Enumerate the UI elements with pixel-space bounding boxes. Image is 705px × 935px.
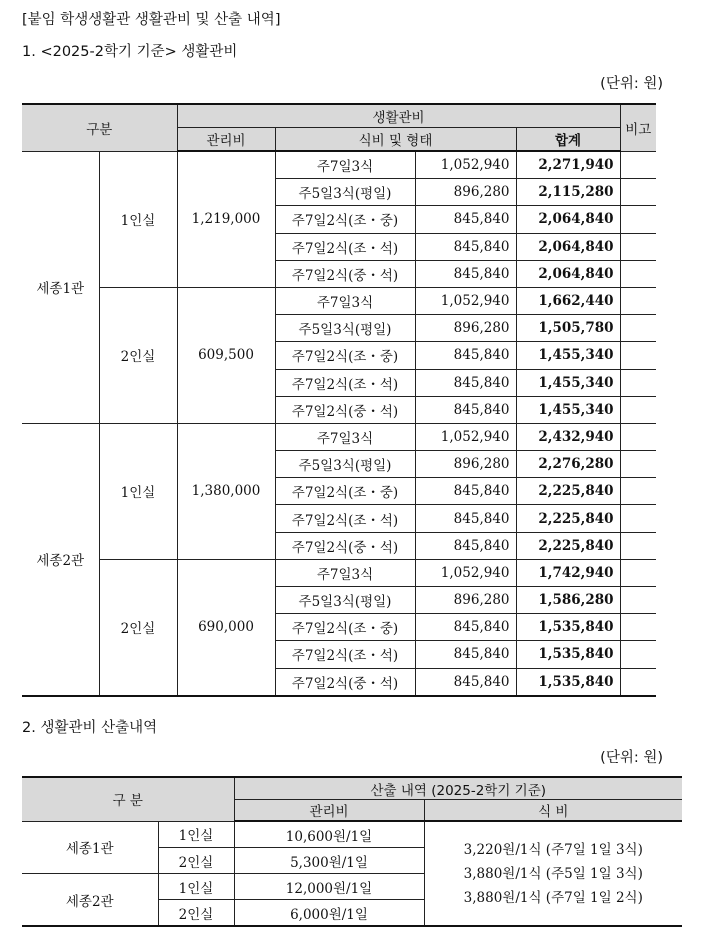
meal-cost: 1,052,940	[415, 151, 516, 179]
total-cost: 1,455,340	[516, 369, 620, 396]
fee-row	[22, 151, 656, 179]
meal-plan: 주7일2식(중・석)	[275, 260, 415, 287]
calc-room: 1인실	[158, 874, 234, 900]
remark-cell	[620, 315, 656, 342]
unit-label-1: (단위: 원)	[600, 76, 663, 92]
meal-plan: 주5일3식(평일)	[275, 451, 415, 478]
unit-label-2: (단위: 원)	[600, 750, 663, 766]
meal-cost: 845,840	[415, 505, 516, 532]
meal-cost: 896,280	[415, 179, 516, 206]
meal-cost: 845,840	[415, 206, 516, 233]
calc-mgmt-fee: 10,600원/1일	[234, 821, 424, 848]
calc-meal-line: 3,880원/1식 (주5일 1일 3식)	[463, 865, 643, 882]
remark-cell	[620, 532, 656, 559]
meal-plan: 주5일3식(평일)	[275, 587, 415, 614]
total-cost: 1,455,340	[516, 342, 620, 369]
total-cost: 2,432,940	[516, 423, 620, 450]
total-cost: 2,225,840	[516, 532, 620, 559]
meal-cost: 896,280	[415, 315, 516, 342]
header-total: 합계	[516, 128, 620, 152]
building-name: 세종2관	[22, 423, 99, 695]
meal-plan: 주7일2식(조・중)	[275, 206, 415, 233]
meal-plan: 주7일2식(중・석)	[275, 532, 415, 559]
total-cost: 1,505,780	[516, 315, 620, 342]
meal-cost: 1,052,940	[415, 287, 516, 314]
meal-cost: 845,840	[415, 478, 516, 505]
section2-heading: 2. 생활관비 산출내역	[22, 720, 158, 736]
meal-plan: 주7일2식(조・석)	[275, 641, 415, 668]
remark-cell	[620, 369, 656, 396]
total-cost: 2,064,840	[516, 233, 620, 260]
meal-cost: 845,840	[415, 342, 516, 369]
meal-cost: 1,052,940	[415, 423, 516, 450]
remark-cell	[620, 451, 656, 478]
remark-cell	[620, 505, 656, 532]
calc-header-meal: 식 비	[424, 800, 682, 822]
remark-cell	[620, 260, 656, 287]
mgmt-fee: 609,500	[177, 287, 275, 423]
total-cost: 2,064,840	[516, 206, 620, 233]
fee-row	[22, 287, 656, 314]
calc-meal-cell	[424, 821, 682, 926]
meal-cost: 1,052,940	[415, 559, 516, 586]
calc-meal-line: 3,880원/1식 (주7일 1일 2식)	[463, 889, 643, 906]
calc-mgmt-fee: 12,000원/1일	[234, 874, 424, 900]
meal-plan: 주7일2식(조・석)	[275, 505, 415, 532]
fee-table	[22, 103, 656, 697]
calc-building-2: 세종2관	[22, 874, 158, 927]
calc-room: 2인실	[158, 900, 234, 927]
header-mgmt: 관리비	[177, 128, 275, 152]
calc-room: 2인실	[158, 848, 234, 874]
remark-cell	[620, 342, 656, 369]
calc-meal-line: 3,220원/1식 (주7일 1일 3식)	[463, 841, 643, 858]
remark-cell	[620, 587, 656, 614]
room-type: 2인실	[99, 559, 177, 695]
meal-cost: 896,280	[415, 587, 516, 614]
total-cost: 2,271,940	[516, 151, 620, 179]
meal-cost: 896,280	[415, 451, 516, 478]
header-meal: 식비 및 형태	[275, 128, 516, 152]
room-type: 1인실	[99, 151, 177, 287]
meal-cost: 845,840	[415, 396, 516, 423]
calc-header-calc: 산출 내역 (2025-2학기 기준)	[234, 777, 682, 800]
fee-row	[22, 559, 656, 586]
mgmt-fee: 1,219,000	[177, 151, 275, 287]
meal-plan: 주7일3식	[275, 287, 415, 314]
calc-header-gubun: 구 분	[22, 777, 234, 821]
meal-cost: 845,840	[415, 369, 516, 396]
building-name: 세종1관	[22, 151, 99, 423]
total-cost: 1,586,280	[516, 587, 620, 614]
meal-plan: 주7일2식(조・중)	[275, 342, 415, 369]
remark-cell	[620, 641, 656, 668]
attachment-title: [붙임 학생생활관 생활관비 및 산출 내역]	[22, 12, 281, 28]
mgmt-fee: 690,000	[177, 559, 275, 695]
meal-plan: 주7일2식(조・석)	[275, 233, 415, 260]
meal-plan: 주7일2식(중・석)	[275, 668, 415, 696]
calc-room: 1인실	[158, 821, 234, 848]
room-type: 1인실	[99, 423, 177, 559]
header-remark: 비고	[620, 104, 656, 151]
total-cost: 2,276,280	[516, 451, 620, 478]
remark-cell	[620, 396, 656, 423]
remark-cell	[620, 478, 656, 505]
remark-cell	[620, 287, 656, 314]
meal-plan: 주7일2식(중・석)	[275, 396, 415, 423]
calc-mgmt-fee: 5,300원/1일	[234, 848, 424, 874]
meal-plan: 주5일3식(평일)	[275, 179, 415, 206]
remark-cell	[620, 151, 656, 179]
meal-cost: 845,840	[415, 233, 516, 260]
total-cost: 1,535,840	[516, 668, 620, 696]
total-cost: 2,225,840	[516, 478, 620, 505]
remark-cell	[620, 423, 656, 450]
meal-plan: 주7일2식(조・중)	[275, 478, 415, 505]
mgmt-fee: 1,380,000	[177, 423, 275, 559]
total-cost: 1,535,840	[516, 641, 620, 668]
total-cost: 1,535,840	[516, 614, 620, 641]
meal-cost: 845,840	[415, 260, 516, 287]
total-cost: 2,225,840	[516, 505, 620, 532]
calc-building-1: 세종1관	[22, 821, 158, 874]
total-cost: 1,742,940	[516, 559, 620, 586]
meal-cost: 845,840	[415, 641, 516, 668]
total-cost: 2,115,280	[516, 179, 620, 206]
calc-header-mgmt: 관리비	[234, 800, 424, 822]
total-cost: 1,662,440	[516, 287, 620, 314]
meal-plan: 주7일3식	[275, 423, 415, 450]
remark-cell	[620, 614, 656, 641]
calc-table	[22, 776, 682, 927]
meal-cost: 845,840	[415, 668, 516, 696]
calc-mgmt-fee: 6,000원/1일	[234, 900, 424, 927]
remark-cell	[620, 559, 656, 586]
total-cost: 1,455,340	[516, 396, 620, 423]
meal-plan: 주7일3식	[275, 151, 415, 179]
section1-heading: 1. <2025-2학기 기준> 생활관비	[22, 44, 238, 60]
remark-cell	[620, 206, 656, 233]
room-type: 2인실	[99, 287, 177, 423]
meal-plan: 주7일3식	[275, 559, 415, 586]
total-cost: 2,064,840	[516, 260, 620, 287]
remark-cell	[620, 233, 656, 260]
remark-cell	[620, 179, 656, 206]
header-gubun: 구분	[22, 104, 177, 151]
meal-plan: 주7일2식(조・중)	[275, 614, 415, 641]
meal-plan: 주7일2식(조・석)	[275, 369, 415, 396]
meal-cost: 845,840	[415, 614, 516, 641]
meal-plan: 주5일3식(평일)	[275, 315, 415, 342]
header-fee: 생활관비	[177, 104, 620, 128]
meal-cost: 845,840	[415, 532, 516, 559]
remark-cell	[620, 668, 656, 696]
fee-row	[22, 423, 656, 450]
